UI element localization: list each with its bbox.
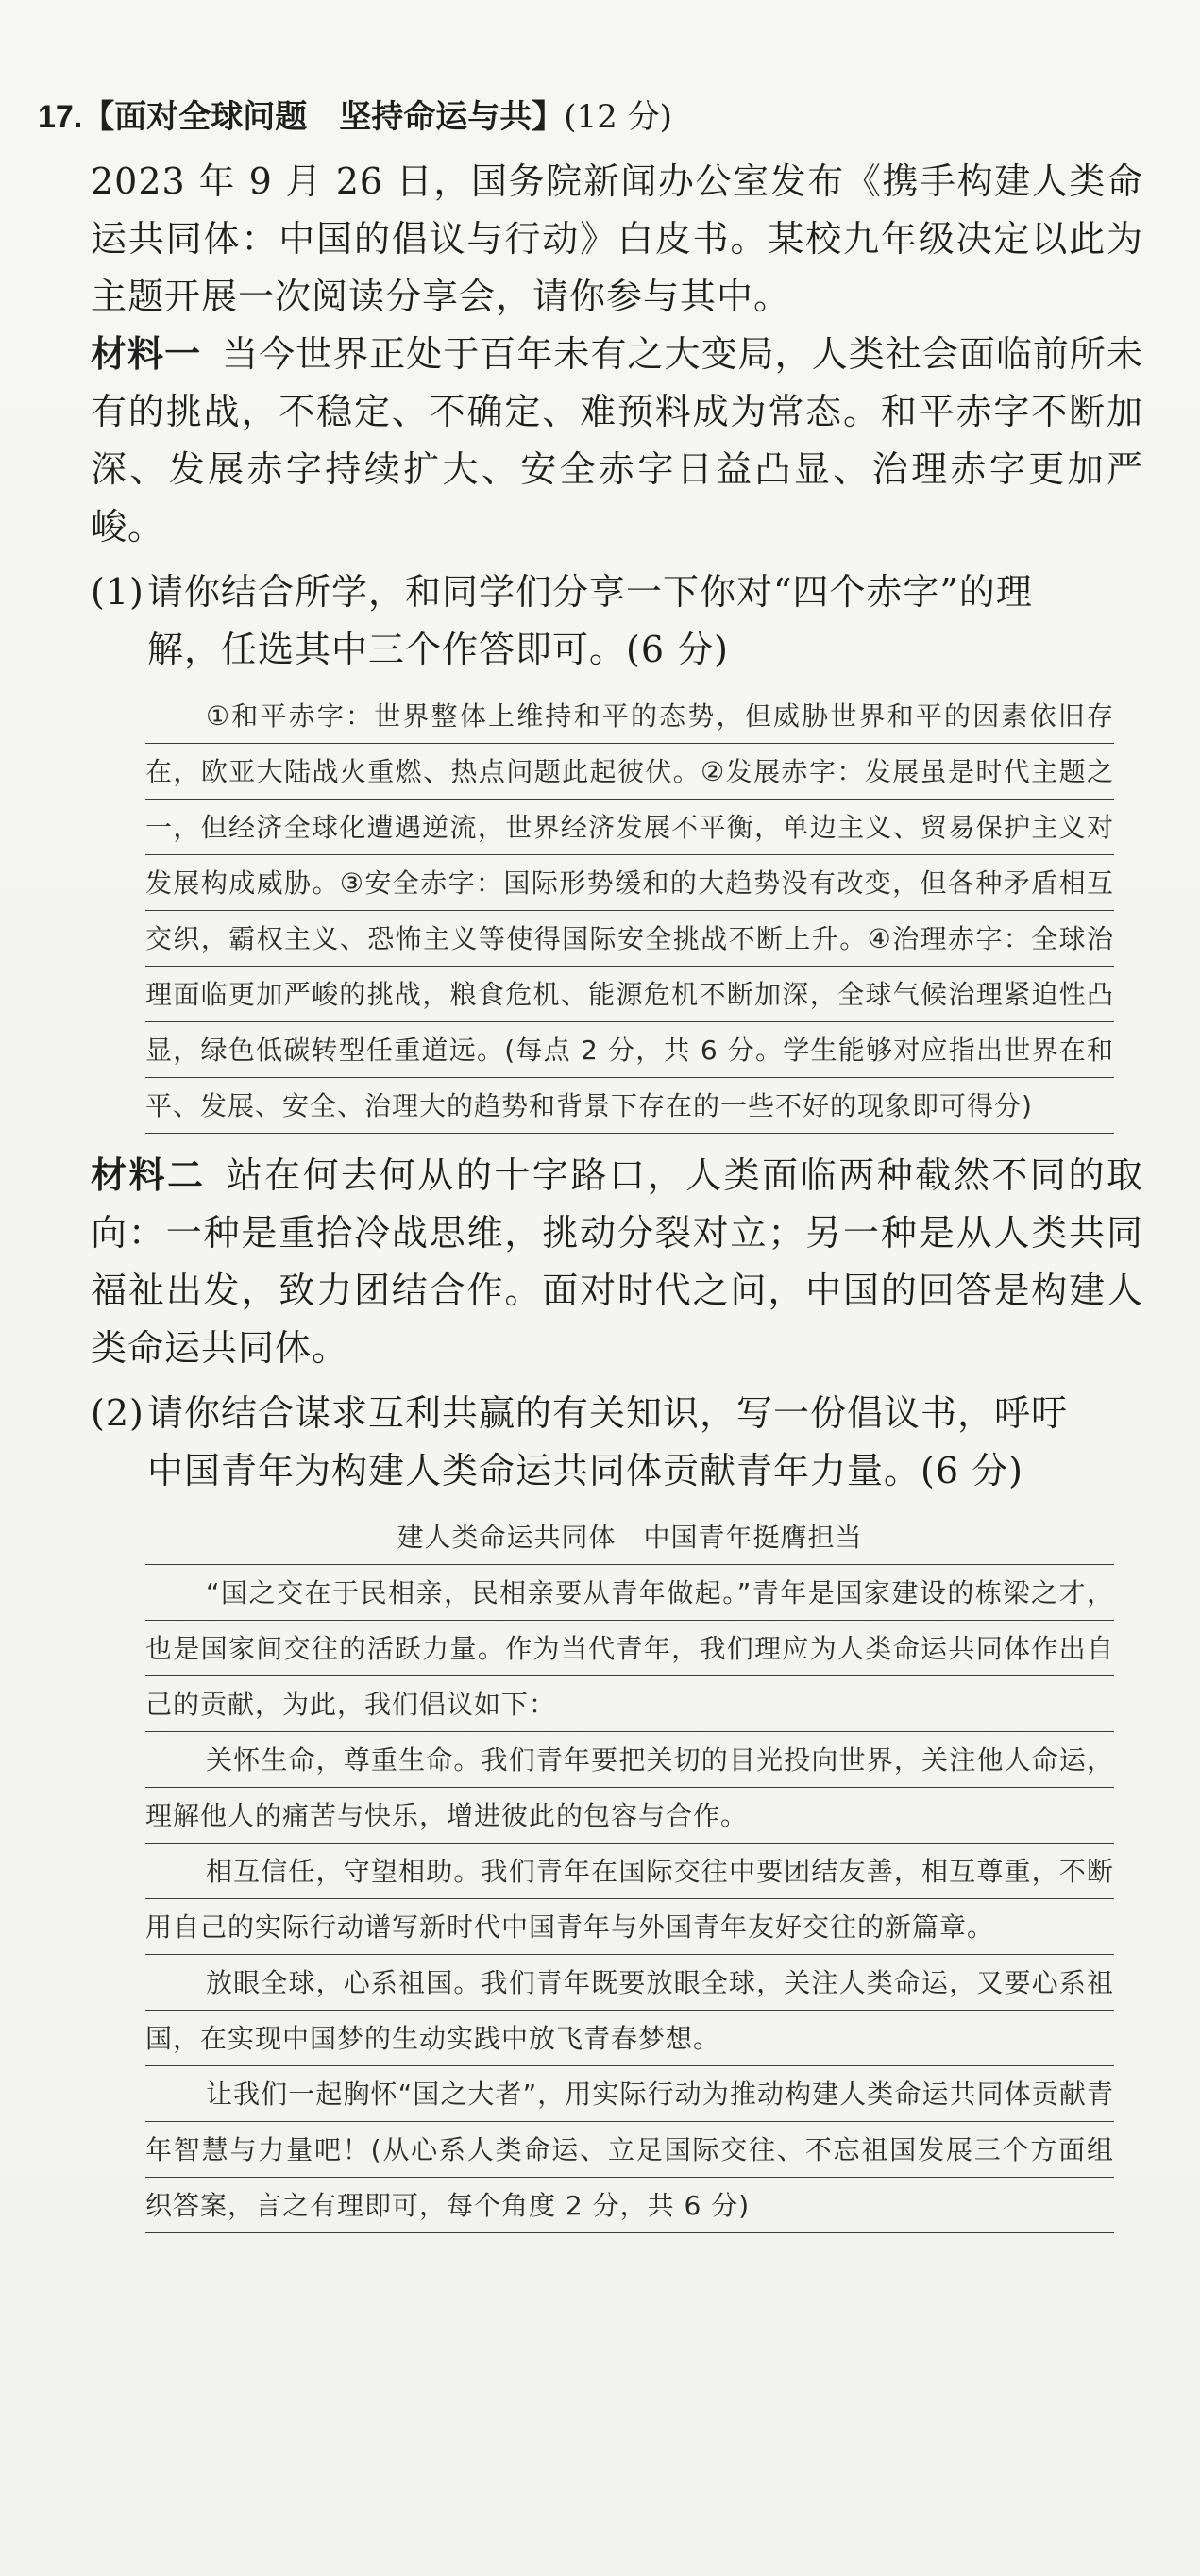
- question-number: 17.: [38, 99, 83, 135]
- proposal-title: 建人类命运共同体 中国青年挺膺担当: [397, 1522, 863, 1553]
- question-header: [38, 91, 1143, 143]
- sub-question-1-number: (1): [91, 571, 144, 613]
- sub-question-2-number: (2): [91, 1392, 144, 1434]
- material-two: [91, 1147, 1143, 1377]
- material-two-text: 站在何去何从的十字路口，人类面临两种截然不同的取向：一种是重拾冷战思维，挑动分裂对立；另一种是从人类共同福祉出发，致力团结合作。面对时代之问，中国的回答是构建人类命运共同体。: [91, 1154, 1143, 1369]
- material-one-label: 材料一: [91, 333, 202, 375]
- sub-question-2-line2: 中国青年为构建人类命运共同体贡献青年力量。(6 分): [147, 1450, 1023, 1491]
- proposal-paragraph-3: 相互信任，守望相助。我们青年在国际交往中要团结友善，相互尊重，不断用自己的实际行动谱写新时代中国青年与外国青年友好交往的新篇章。: [145, 1856, 1114, 1943]
- question-score: (12 分): [564, 98, 672, 136]
- answer-area-2: [145, 1509, 1114, 2233]
- sub-question-2-line1: 请你结合谋求互利共赢的有关知识，写一份倡议书，呼吁: [147, 1392, 1069, 1434]
- sub-question-1: [91, 564, 1143, 679]
- proposal-paragraph-4: 放眼全球，心系祖国。我们青年既要放眼全球，关注人类命运，又要心系祖国，在实现中国梦的生动实践中放飞青春梦想。: [145, 1967, 1114, 2054]
- answer-1-text: ①和平赤字：世界整体上维持和平的态势，但威胁世界和平的因素依旧存在，欧亚大陆战火重燃、热点问题此起彼伏。②发展赤字：发展虽是时代主题之一，但经济全球化遭遇逆流，世界经济发展不平衡，单边主义、贸易保护主义对发展构成威胁。③安全赤字：国际形势缓和的大趋势没有改变，但各种矛盾相互交织，霸权主义、恐怖主义等使得国际安全挑战不断上升。④治理赤字：全球治理面临更加严峻的挑战，粮食危机、能源危机不断加深，全球气候治理紧迫性凸显，绿色低碳转型任重道远。(每点 2 分，共 6 分。学生能够对应指出世界在和平、发展、安全、治理大的趋势和背景下存在的一些不好的现象即可得分): [145, 700, 1114, 1121]
- proposal-paragraph-1: “国之交在于民相亲，民相亲要从青年做起。”青年是国家建设的栋梁之才，也是国家间交往的活跃力量。作为当代青年，我们理应为人类命运共同体作出自己的贡献，为此，我们倡议如下：: [145, 1577, 1114, 1720]
- answer-area-1: [145, 688, 1114, 1134]
- proposal-paragraph-2: 关怀生命，尊重生命。我们青年要把关切的目光投向世界，关注他人命运，理解他人的痛苦与快乐，增进彼此的包容与合作。: [145, 1744, 1114, 1831]
- material-two-label: 材料二: [91, 1154, 206, 1196]
- sub-question-1-line2: 解，任选其中三个作答即可。(6 分): [147, 629, 729, 670]
- proposal-paragraph-5: 让我们一起胸怀“国之大者”，用实际行动为推动构建人类命运共同体贡献青年智慧与力量吧！(从心系人类命运、立足国际交往、不忘祖国发展三个方面组织答案，言之有理即可，每个角度 2 分，共 6 分): [145, 2079, 1114, 2221]
- intro-paragraph: 2023 年 9 月 26 日，国务院新闻办公室发布《携手构建人类命运共同体：中国的倡议与行动》白皮书。某校九年级决定以此为主题开展一次阅读分享会，请你参与其中。: [91, 160, 1143, 317]
- material-one: [91, 326, 1143, 556]
- question-topic: 【面对全球问题 坚持命运与共】: [82, 98, 565, 136]
- material-one-text: 当今世界正处于百年未有之大变局，人类社会面临前所未有的挑战，不稳定、不确定、难预料成为常态。和平赤字不断加深、发展赤字持续扩大、安全赤字日益凸显、治理赤字更加严峻。: [91, 333, 1143, 547]
- sub-question-2: [91, 1385, 1143, 1500]
- sub-question-1-line1: 请你结合所学，和同学们分享一下你对“四个赤字”的理: [147, 571, 1033, 613]
